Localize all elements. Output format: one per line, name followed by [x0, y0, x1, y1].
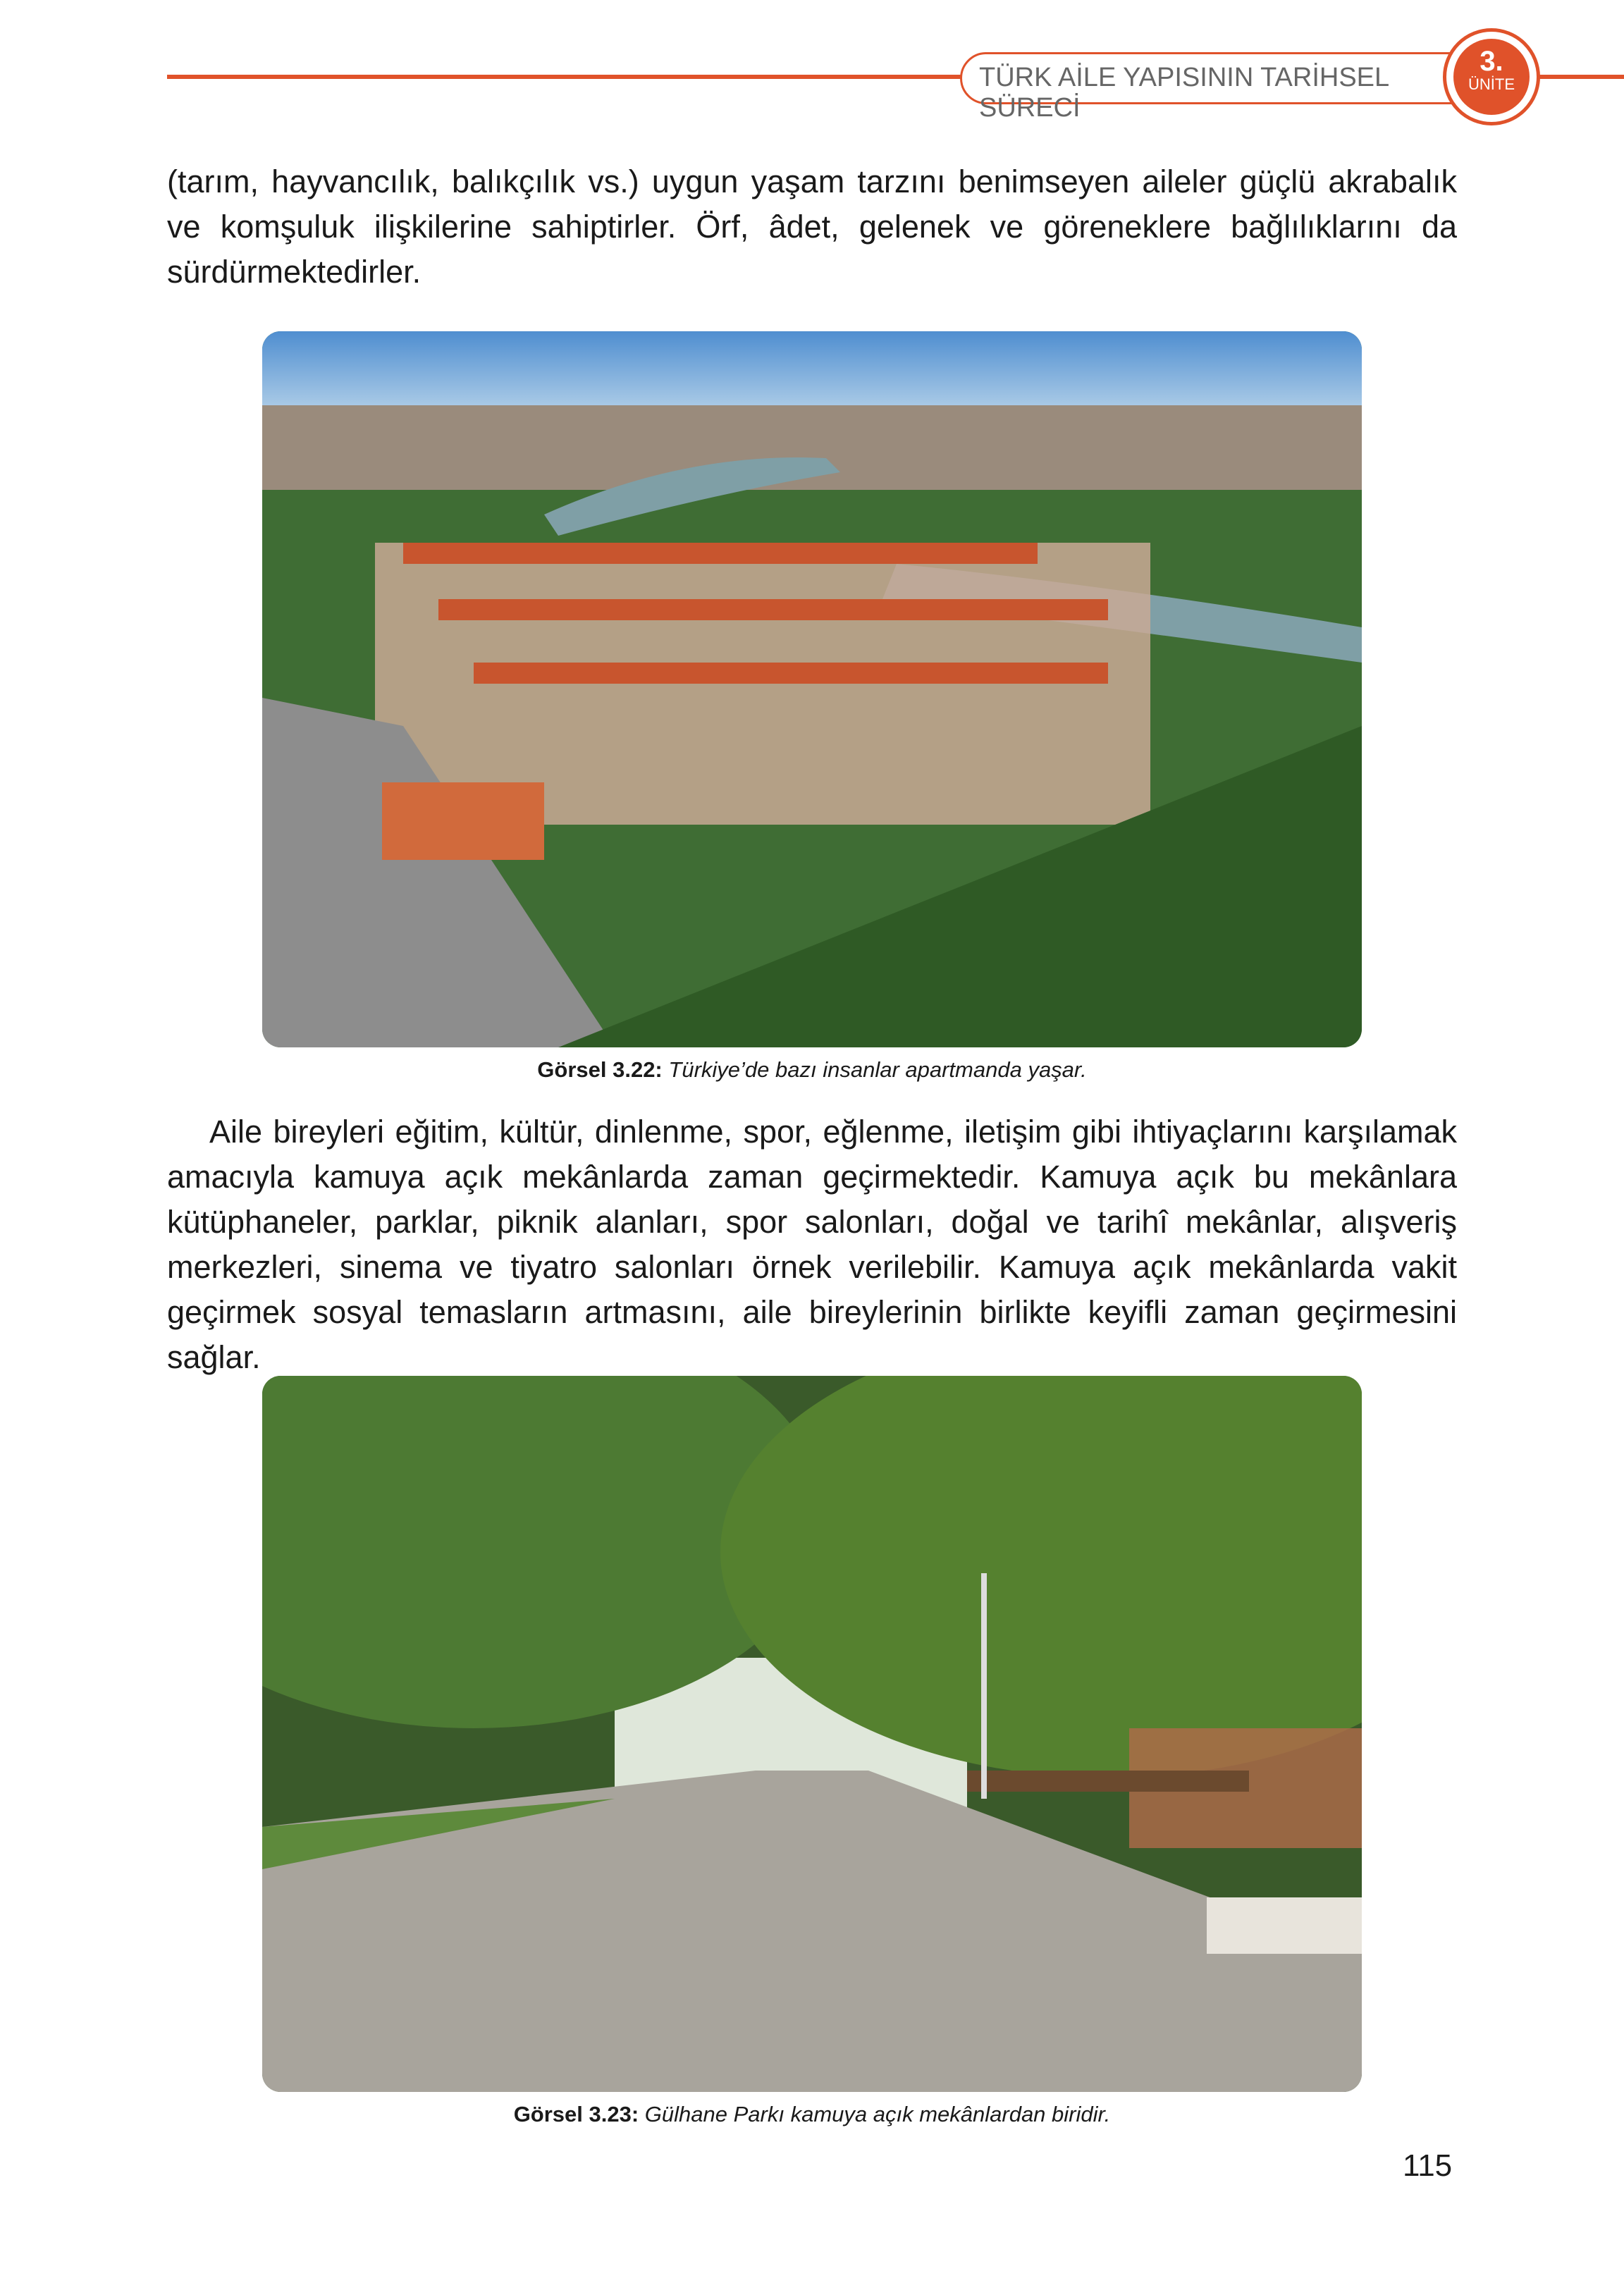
chapter-title: TÜRK AİLE YAPISININ TARİHSEL SÜRECİ — [979, 63, 1389, 123]
unit-number: 3. — [1480, 46, 1503, 77]
figure-caption-text: Türkiye’de bazı insanlar apartmanda yaşar. — [668, 1057, 1087, 1082]
figure-caption-text: Gülhane Parkı kamuya açık mekânlardan biridir. — [644, 2102, 1111, 2126]
figure-3-23-caption — [262, 2102, 1362, 2127]
header-rule-right — [1537, 75, 1624, 79]
figure-label: Görsel 3.22: — [537, 1057, 663, 1082]
figure-3-22-photo — [262, 331, 1362, 1047]
header-rule-left — [167, 75, 964, 79]
figure-3-23-photo — [262, 1376, 1362, 2092]
figure-3-22-caption — [262, 1057, 1362, 1083]
paragraph-2: Aile bireyleri eğitim, kültür, dinlenme, spor, eğlenme, iletişim gibi ihtiyaçlarını karşılamak amacıyla kamuya açık mekânlarda zaman geçirmektedir. Kamuya açık bu mekânlara kütüphaneler, parklar, piknik alanları, spor salonları, doğal ve tarihî mekânlar, alışveriş merkezleri, sinema ve tiyatro salonları örnek verilebilir. Kamuya açık mekânlarda vakit geçirmek sosyal temasların artmasını, aile bireylerinin birlikte keyifli zaman geçirmesini sağlar. — [167, 1114, 1457, 1375]
unit-badge — [1443, 28, 1540, 125]
paragraph-1: (tarım, hayvancılık, balıkçılık vs.) uygun yaşam tarzını benimseyen aileler güçlü akrabalık ve komşuluk ilişkilerine sahiptirler. Örf, âdet, gelenek ve göreneklere bağlılıklarını da sürdürmektedirler. — [167, 164, 1457, 290]
figure-label: Görsel 3.23: — [513, 2102, 639, 2126]
unit-label: ÜNİTE — [1468, 75, 1515, 93]
chapter-title-banner — [960, 52, 1496, 123]
page-number: 115 — [1403, 2148, 1453, 2183]
